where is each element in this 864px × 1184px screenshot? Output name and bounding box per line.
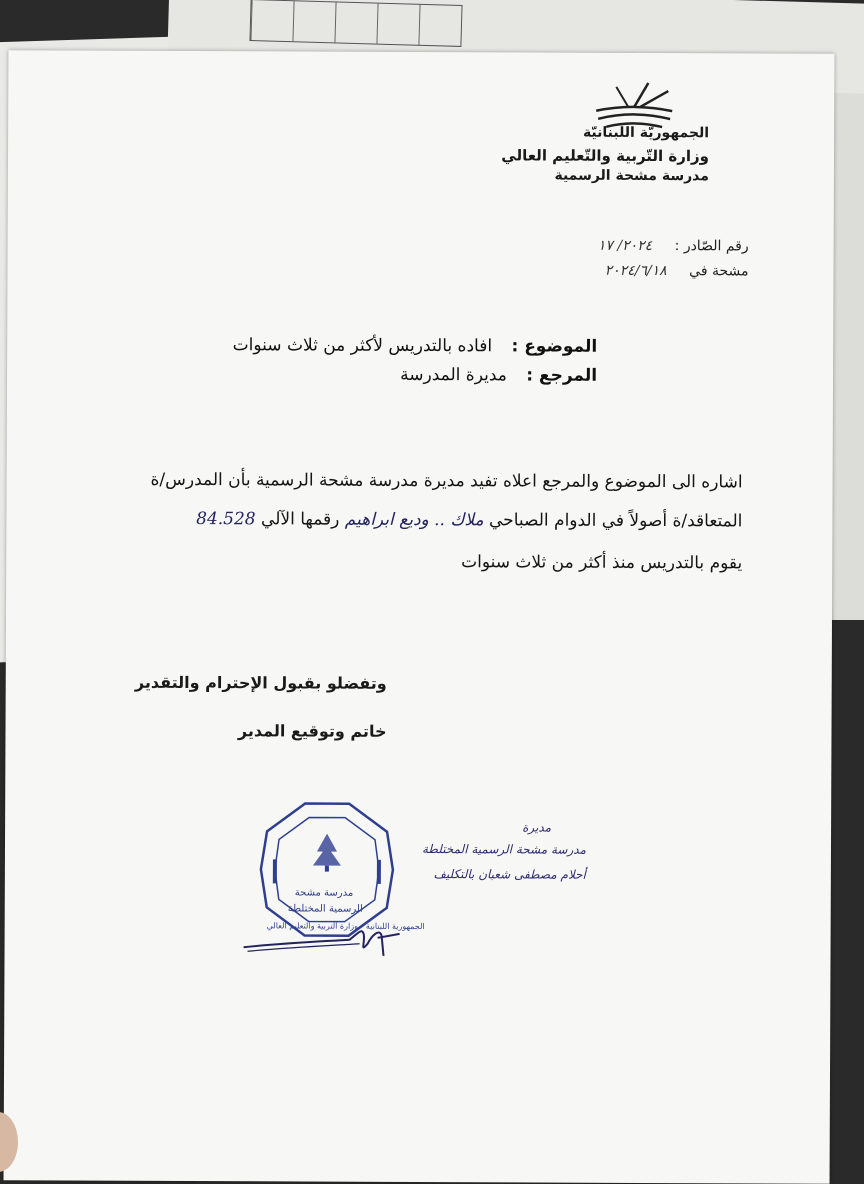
reference-number-label: رقم الصّادر : bbox=[674, 238, 749, 255]
stamp-ring-text: الجمهورية اللبنانية - وزارة التربية والتعليم العالي bbox=[266, 921, 425, 932]
date-row bbox=[605, 263, 749, 280]
body-line-2-mid: رقمها الآلي bbox=[261, 509, 340, 530]
reference-row bbox=[400, 365, 597, 386]
signature-label: خاتم وتوقيع المدير bbox=[237, 721, 387, 741]
reference-number-value: ٢٠٢٤/ ١٧ bbox=[597, 237, 653, 255]
body-line-2-prefix: المتعاقد/ة أصولاً في الدوام الصباحي bbox=[488, 510, 743, 532]
reference-label: المرجع : bbox=[526, 365, 598, 386]
header-republic: الجمهوريّة اللبنانيّة bbox=[582, 124, 710, 142]
body-line-2 bbox=[196, 509, 742, 531]
body-line-3: يقوم بالتدريس منذ أكثر من ثلاث سنوات bbox=[461, 552, 743, 574]
background-form-table bbox=[249, 0, 462, 47]
stamp-line-2: الرسمية المختلطة bbox=[287, 903, 363, 915]
handwritten-note-line-2: مدرسة مشحة الرسمية المختلطة bbox=[421, 842, 587, 857]
teacher-number-handwritten: 84.528 bbox=[196, 509, 256, 530]
date-value: ٢٠٢٤/٦/١٨ bbox=[604, 262, 667, 280]
closing-regards: وتفضلو بقبول الإحترام والتقدير bbox=[134, 672, 387, 693]
letter-page bbox=[4, 50, 835, 1184]
handwritten-note-line-3: أحلام مصطفى شعبان بالتكليف bbox=[433, 867, 586, 882]
subject-label: الموضوع : bbox=[511, 336, 598, 357]
header-school: مدرسة مشحة الرسمية bbox=[554, 167, 709, 185]
teacher-name-handwritten: ملاك .. وديع ابراهيم bbox=[344, 509, 484, 531]
subject-row bbox=[233, 335, 598, 357]
stamp-line-1: مدرسة مشحة bbox=[294, 887, 354, 899]
reference-number-row bbox=[598, 238, 749, 255]
date-label: مشحة في bbox=[689, 263, 749, 280]
reference-value: مديرة المدرسة bbox=[400, 364, 507, 386]
director-signature-icon bbox=[239, 913, 409, 974]
subject-value: افاده بالتدريس لأكثر من ثلاث سنوات bbox=[232, 335, 493, 357]
body-line-1: اشاره الى الموضوع والمرجع اعلاه تفيد مديرة مدرسة مشحة الرسمية بأن المدرس/ة bbox=[150, 469, 743, 493]
handwritten-note-line-1: مديرة bbox=[522, 820, 552, 835]
header-ministry: وزارة التّربية والتّعليم العالي bbox=[501, 146, 710, 166]
